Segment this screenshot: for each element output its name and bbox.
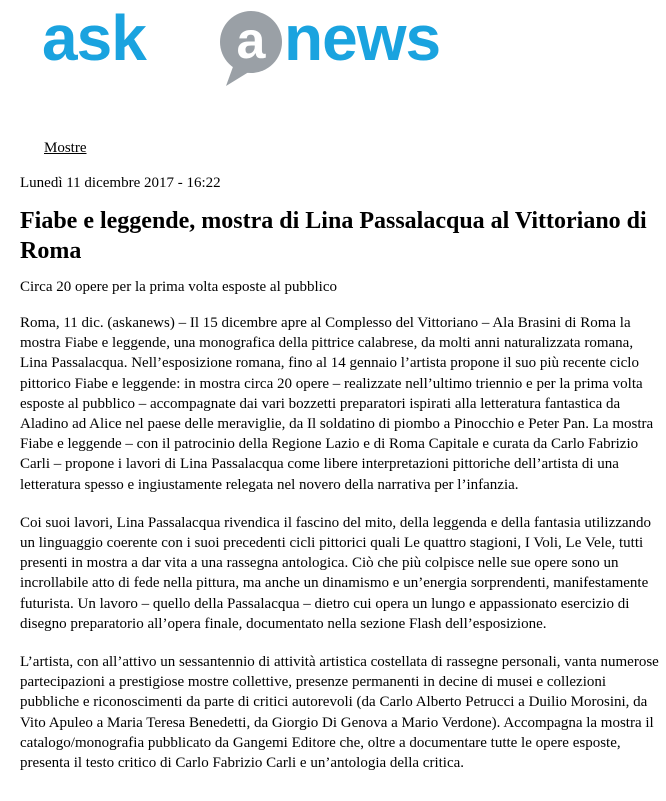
article-paragraph: Roma, 11 dic. (askanews) – Il 15 dicembre apre al Complesso del Vittoriano – Ala Brasini di Roma la mostra Fiabe e leggende, una monografica della pittrice calabrese, da molti anni naturalizzata romana, Lina Passalacqua. Nell’esposizione romana, fino al 14 gennaio l’artista propone il suo più recente ciclo pittorico Fiabe e leggende: in mostra circa 20 opere – realizzate nell’ultimo triennio e per la prima volta esposte al pubblico – accompagnate dai vari bozzetti preparatori ispirati alla letteratura fantastica da Aladino ad Alice nel paese delle meraviglie, da Il soldatino di piombo a Pinocchio e Peter Pan. La mostra Fiabe e leggende – con il patrocinio della Regione Lazio e di Roma Capitale e curata da Carlo Fabrizio Carli – propone i lavori di Lina Passalacqua come libere interpretazioni pittoriche dell’artista di una letteratura spesso e ingiustamente relegata nel novero della narrativa per l’infanzia. [20,315,654,493]
logo-text-left: ask [42,2,146,74]
logo-text-center: a [236,12,266,70]
askanews-logo[interactable] [40,0,510,92]
article-paragraph: Coi suoi lavori, Lina Passalacqua rivendica il fascino del mito, della leggenda e della fantasia utilizzando un linguaggio coerente con i suoi precedenti cicli pittorici quali Le quattro stagioni, I Voli, Le Vele, tutti presenti in mostra a dar vita a una rassegna antologica. Ciò che più colpisce nelle sue opere sono un incrollabile atto di fede nella pittura, ma anche un dinamismo e un’energia sorprendenti, manifestamente futurista. Un lavoro – quello della Passalacqua – dietro cui opera un lungo e appassionato esercizio di disegno preparatorio all’opera finale, documentato nella sezione Flash dell’esposizione. [20,514,652,632]
article-subtitle: Circa 20 opere per la prima volta esposte al pubblico [20,279,337,295]
article-paragraph: L’artista, con all’attivo un sessantennio di attività artistica costellata di rassegne personali, vanta numerose partecipazioni a prestigiose mostre collettive, presenze permanenti in decine di musei e collezioni pubbliche e riconoscimenti da parte di critici autorevoli (da Carlo Alberto Petrucci a Duilio Morosini, da Vito Apuleo a Maria Teresa Benedetti, da Giorgio Di Genova a Mario Verdone). Accompagna la mostra il catalogo/monografia pubblicato da Gangemi Editore che, oltre a documentare tutte le opere esposte, presenta il testo critico di Carlo Fabrizio Carli e un’antologia della critica. [20,654,659,772]
section-link[interactable]: Mostre [44,140,87,156]
logo-graphic [40,0,510,92]
article-title: Fiabe e leggende, mostra di Lina Passalacqua al Vittoriano di Roma [20,208,647,264]
article-body [20,313,660,791]
logo-text-right: news [284,2,441,74]
article-dateline: Lunedì 11 dicembre 2017 - 16:22 [20,175,221,191]
